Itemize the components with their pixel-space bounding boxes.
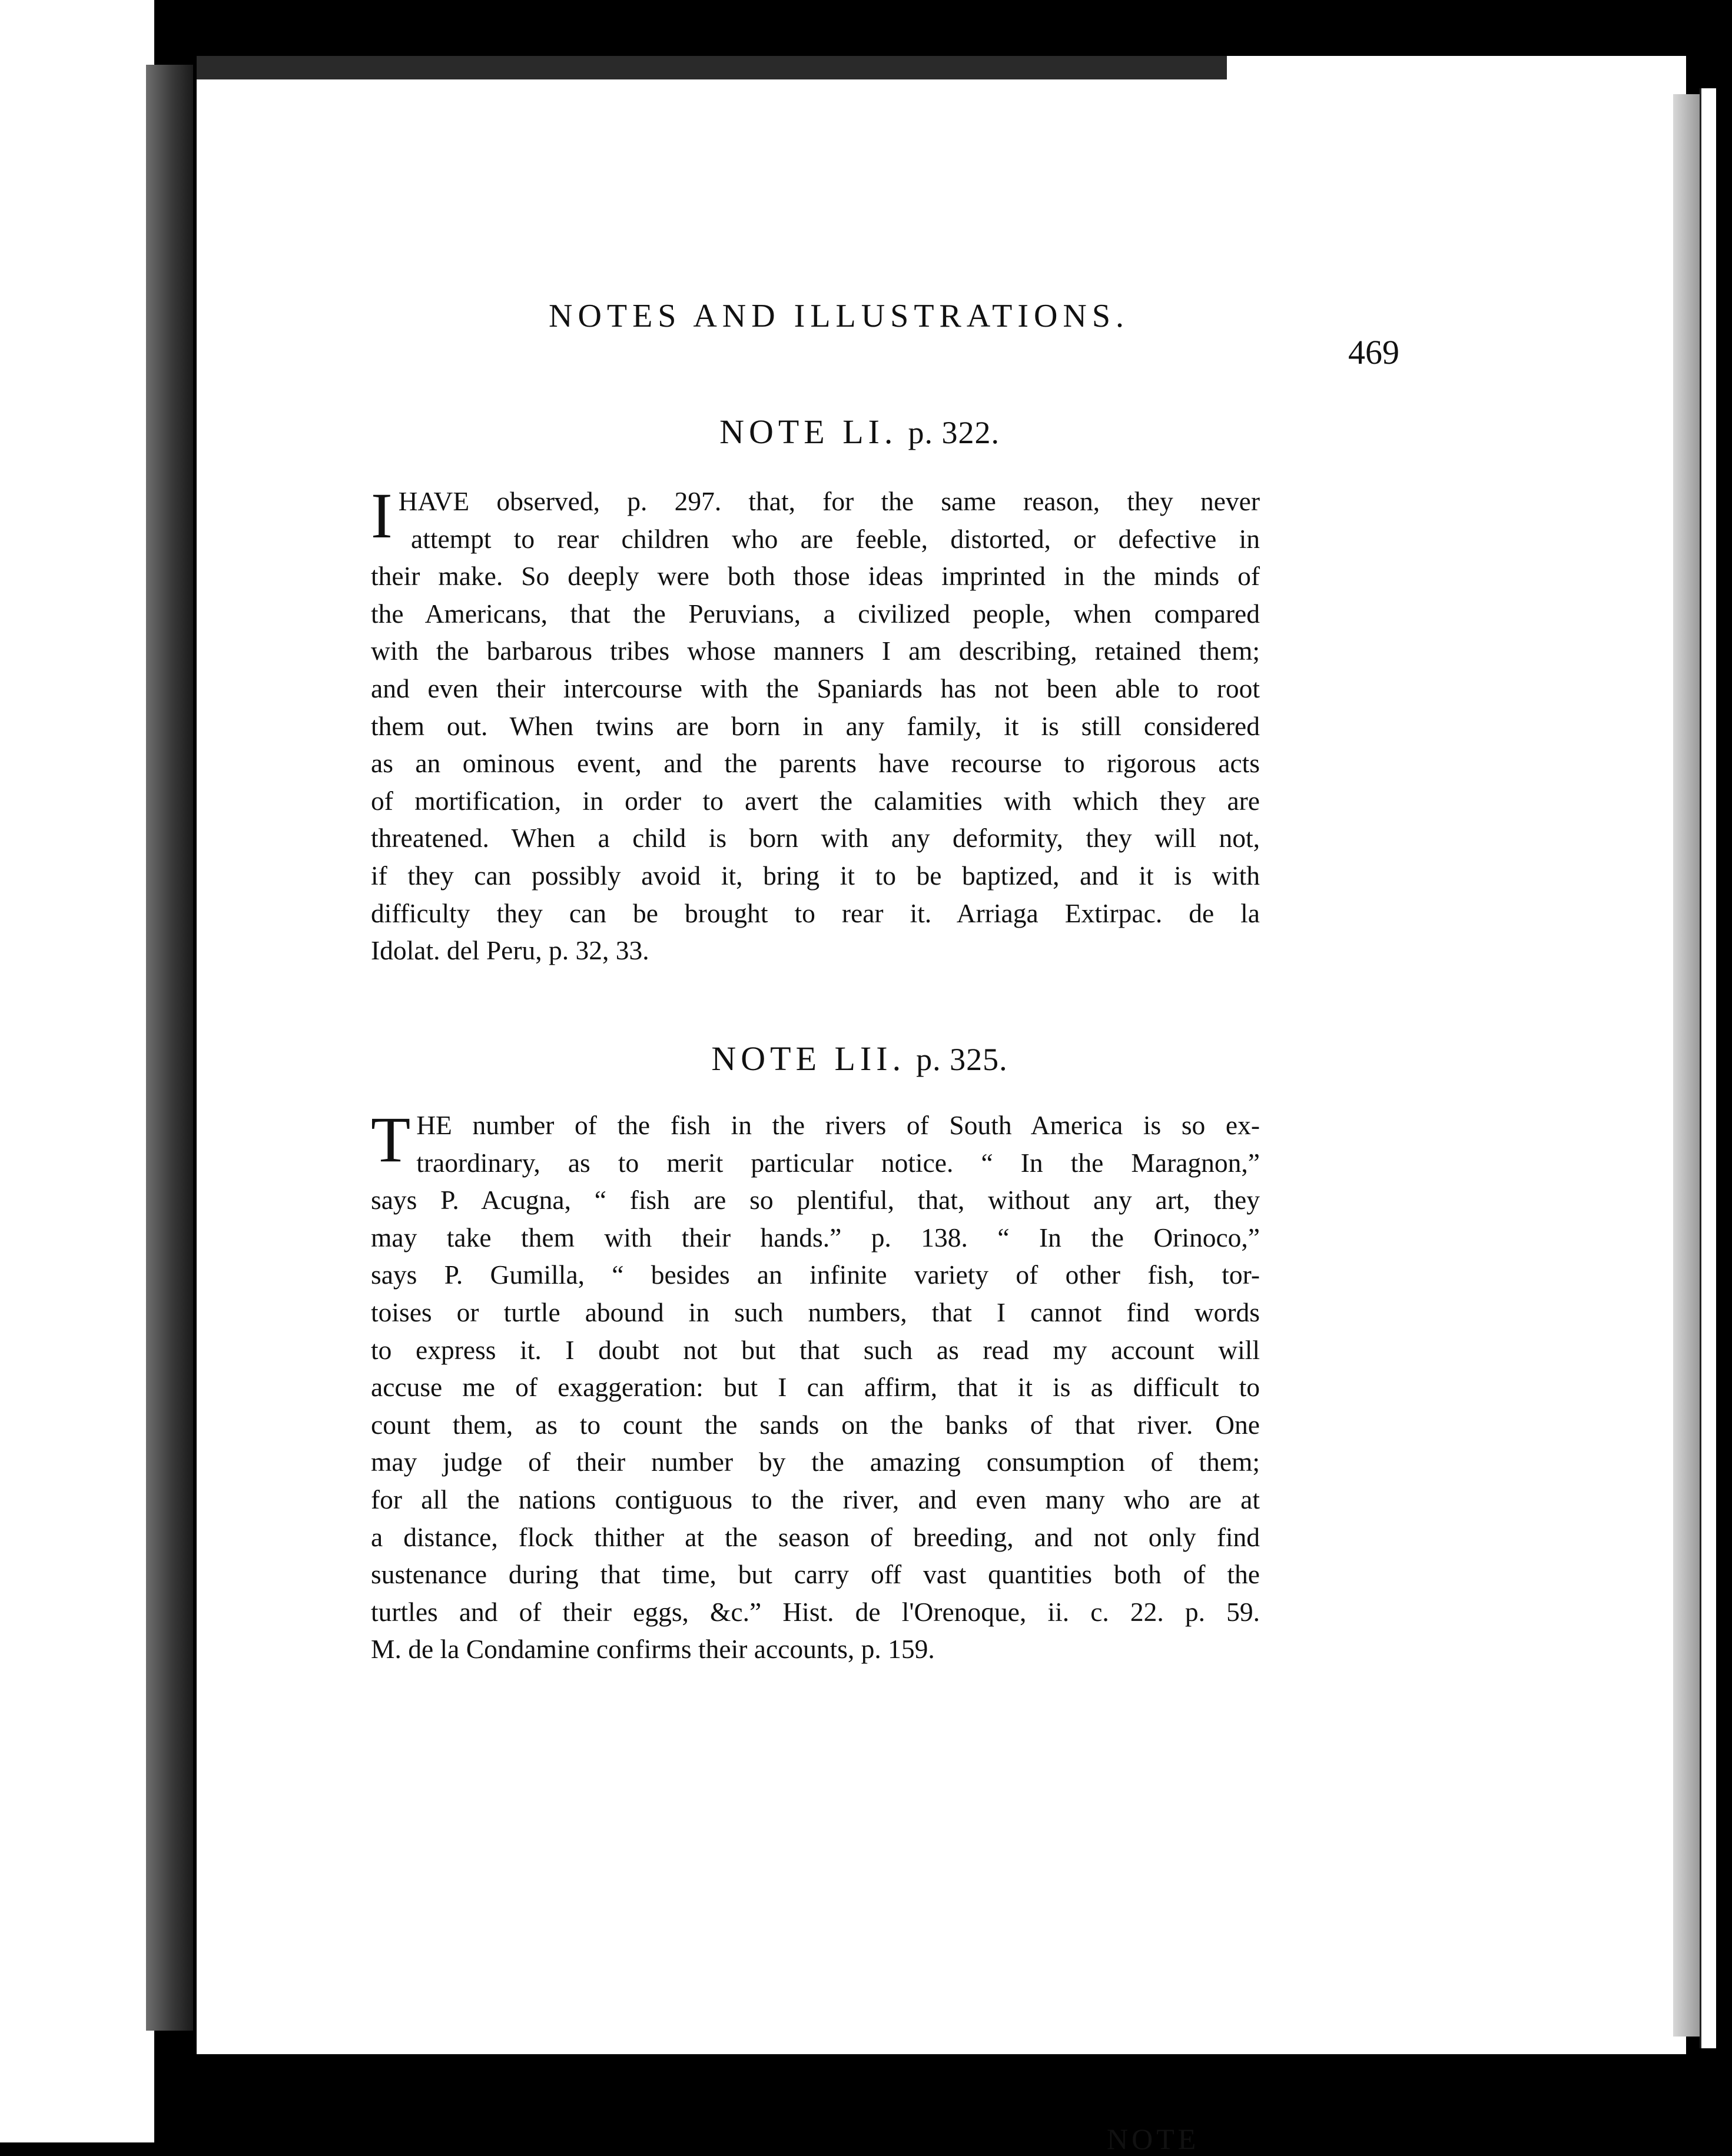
text-line: of mortification, in order to avert the calamities with which they are xyxy=(371,785,1260,816)
text-line: says P. Acugna, “ fish are so plentiful, that, without any art, they xyxy=(371,1185,1260,1215)
text-line: may judge of their number by the amazing consumption of them; xyxy=(371,1447,1260,1477)
text-line: may take them with their hands.” p. 138. “ In the Orinoco,” xyxy=(371,1222,1260,1253)
left-page-edge xyxy=(0,0,154,2142)
text-line: a distance, flock thither at the season of breeding, and not only find xyxy=(371,1522,1260,1552)
text-line: Idolat. del Peru, p. 32, 33. xyxy=(371,935,649,966)
text-line: for all the nations contiguous to the river, and even many who are at xyxy=(371,1484,1260,1514)
book-gutter-shadow xyxy=(146,65,193,2031)
text-line: as an ominous event, and the parents have recourse to rigorous acts xyxy=(371,748,1260,779)
text-line: attempt to rear children who are feeble, distorted, or defective in xyxy=(411,523,1260,554)
text-line: turtles and of their eggs, &c.” Hist. de l'Orenoque, ii. c. 22. p. 59. xyxy=(371,1596,1260,1627)
text-line: threatened. When a child is born with any deformity, they will not, xyxy=(371,823,1260,853)
catchword: NOTE xyxy=(1107,2122,1200,2155)
text-line: difficulty they can be brought to rear it. Arriaga Extirpac. de la xyxy=(371,898,1260,928)
note-lii-title: NOTE LII. xyxy=(711,1039,906,1078)
note-li-page-ref: p. 322. xyxy=(908,415,1000,450)
text-line: HE number of the fish in the rivers of South America is so ex- xyxy=(416,1110,1260,1140)
note-li-heading xyxy=(447,412,1272,451)
text-line: to express it. I doubt not but that such as read my account will xyxy=(371,1334,1260,1365)
text-line: traordinary, as to merit particular notice. “ In the Maragnon,” xyxy=(416,1147,1260,1178)
text-line: accuse me of exaggeration: but I can affirm, that it is as difficult to xyxy=(371,1372,1260,1403)
note-li-title: NOTE LI. xyxy=(719,413,898,451)
text-line: toises or turtle abound in such numbers, that I cannot find words xyxy=(371,1297,1260,1327)
note-li-body xyxy=(371,480,1260,969)
running-head: NOTES AND ILLUSTRATIONS. xyxy=(549,298,1129,334)
right-page-edge xyxy=(1700,88,1716,2048)
note-lii-body xyxy=(371,1104,1260,1668)
text-line: says P. Gumilla, “ besides an infinite variety of other fish, tor- xyxy=(371,1260,1260,1290)
text-line: count them, as to count the sands on the banks of that river. One xyxy=(371,1409,1260,1440)
text-line: and even their intercourse with the Spaniards has not been able to root xyxy=(371,673,1260,703)
right-page-shadow xyxy=(1673,94,1700,2037)
page-number: 469 xyxy=(1348,333,1399,371)
text-line: them out. When twins are born in any family, it is still considered xyxy=(371,710,1260,741)
text-line: if they can possibly avoid it, bring it to be baptized, and it is with xyxy=(371,860,1260,891)
note-li-dropcap: I xyxy=(371,480,393,552)
text-line: M. de la Condamine confirms their accounts, p. 159. xyxy=(371,1634,935,1665)
text-line: their make. So deeply were both those ideas imprinted in the minds of xyxy=(371,561,1260,592)
text-line: HAVE observed, p. 297. that, for the same reason, they never xyxy=(398,486,1260,516)
note-lii-dropcap: T xyxy=(371,1104,411,1175)
text-line: sustenance during that time, but carry off vast quantities both of the xyxy=(371,1559,1260,1590)
note-lii-page-ref: p. 325. xyxy=(916,1042,1008,1077)
text-line: with the barbarous tribes whose manners I am describing, retained them; xyxy=(371,636,1260,666)
text-line: the Americans, that the Peruvians, a civilized people, when compared xyxy=(371,598,1260,629)
top-page-edge xyxy=(197,56,1227,79)
note-lii-heading xyxy=(447,1039,1272,1078)
